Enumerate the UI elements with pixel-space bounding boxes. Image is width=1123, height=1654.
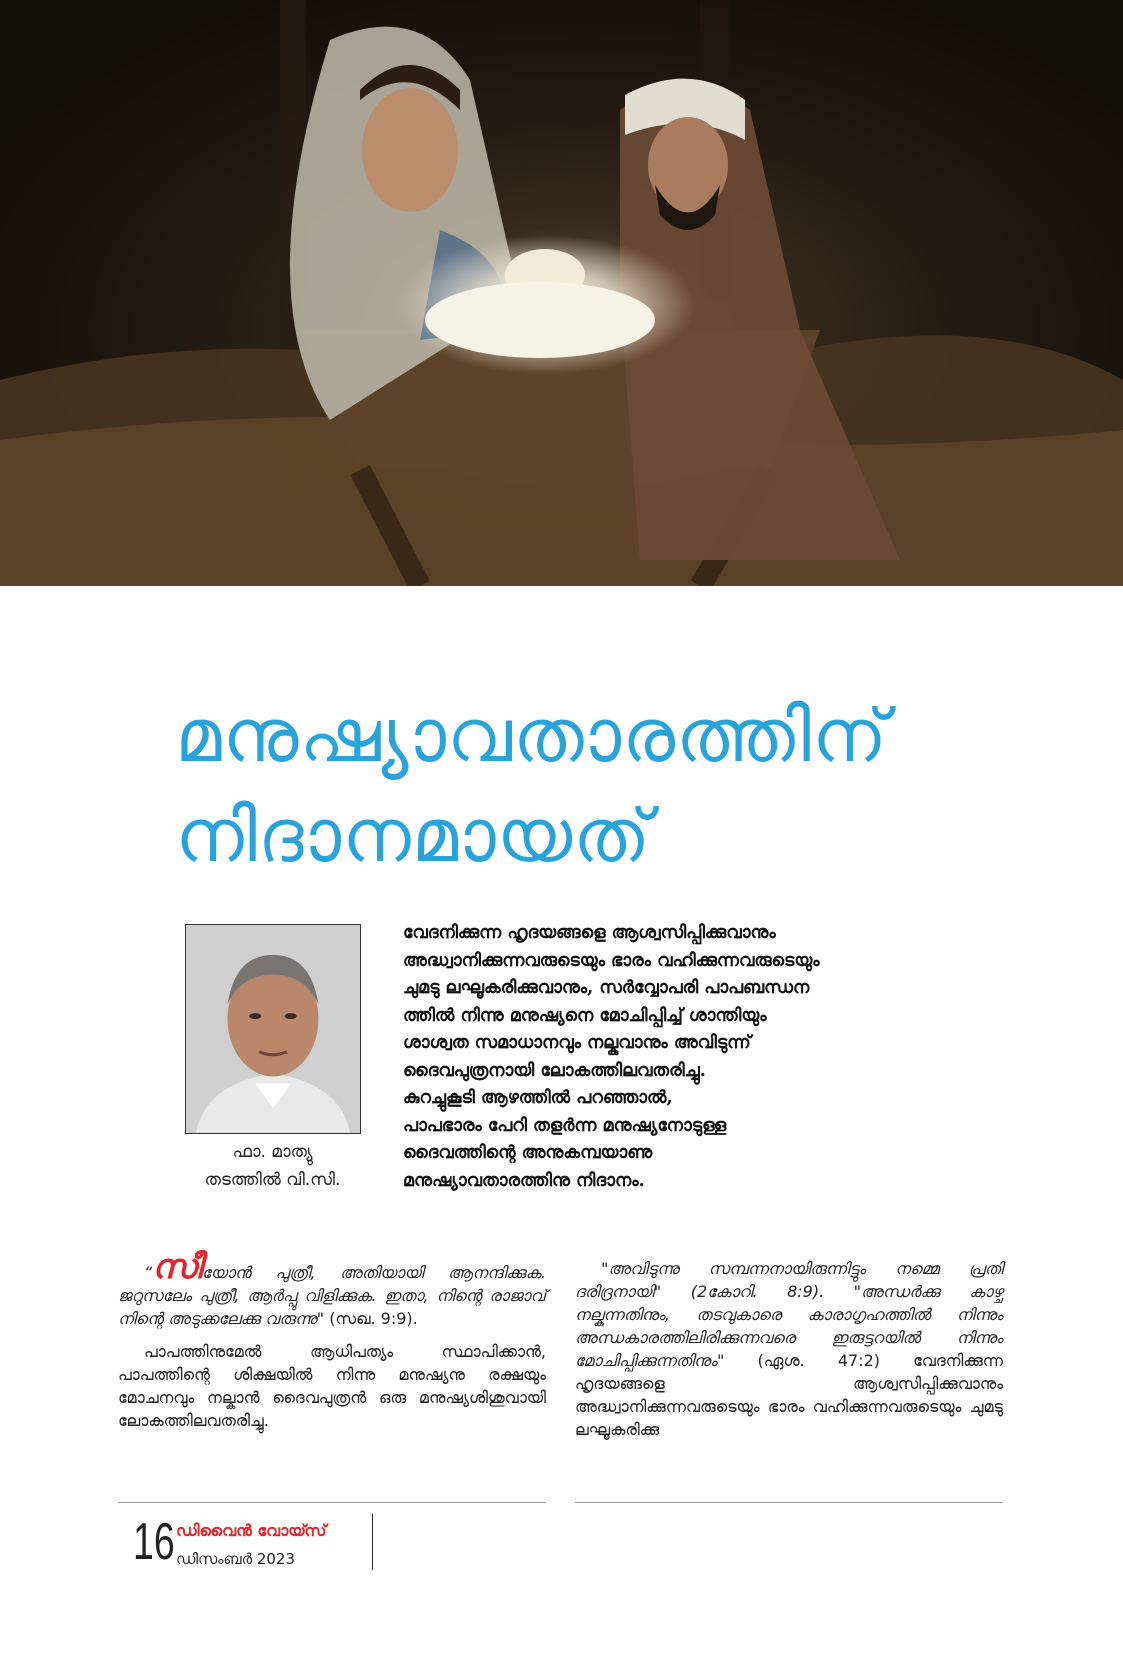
article-title [175, 686, 1075, 886]
intro-line: കുറച്ചുകൂടി ആഴത്തിൽ പറഞ്ഞാൽ, [403, 1088, 673, 1108]
author-portrait-illustration [186, 925, 360, 1133]
body-paragraph-text: പാപത്തിനുമേൽ ആധിപത്യം സ്ഥാപിക്കാൻ, പാപത്തിന്റെ ശിക്ഷയിൽ നിന്നു മനുഷ്യനു രക്ഷയും മോചനവും നല്കാൻ ദൈവപുത്രൻ ഒരു മനുഷ്യശിശുവായി ലോകത്തിലവതരിച്ചു. [118, 1342, 546, 1430]
drop-cap: സീ [152, 1247, 202, 1287]
body-column-left [118, 1247, 546, 1442]
magazine-name: ഡിവൈൻ വോയ്സ് [176, 1521, 327, 1540]
intro-line: ചുമടു ലഘൂകരിക്കുവാനും, സർവ്വോപരി പാപബന്ധന [403, 978, 810, 998]
author-portrait-photo [185, 924, 361, 1134]
intro-line: മനുഷ്യാവതാരത്തിനു നിദാനം. [403, 1170, 645, 1191]
intro-line: ദൈവപുത്രനായി ലോകത്തിലവതരിച്ചു. [403, 1060, 706, 1081]
nativity-scene-photo [0, 0, 1123, 586]
author-name-line-1: ഫാ. മാത്യു [232, 1142, 313, 1162]
page-number: 16 [133, 1513, 175, 1571]
title-line-1: മനുഷ്യാവതാരത്തിന് [175, 693, 889, 779]
magazine-issue: ഡിസംബർ 2023 [176, 1550, 296, 1568]
intro-line: ദൈവത്തിന്റെ അനുകമ്പയാണു [403, 1143, 653, 1163]
body-paragraph [118, 1340, 546, 1432]
quote-open-mark: “ [144, 1263, 153, 1282]
intro-line: വേദനിക്കുന്ന ഹൃദയങ്ങളെ ആശ്വസിപ്പിക്കുവാനും [403, 923, 776, 943]
scripture-quote-text: "അവിടുന്നു സമ്പന്നനായിരുന്നിട്ടും നമ്മെ പ്രതി ദരിദ്രനായി" (2കോറി. 8:9). "അന്ധർക്കു കാഴ്ച നല്കുന്നതിനും, തടവുകാരെ കാരാഗൃഹത്തിൽ നിന്നും അന്ധകാരത്തിലിരിക്കുന്നവരെ ഇരുട്ടറയിൽ നിന്നും മോചിപ്പിക്കുന്നതിനും" [575, 1259, 1003, 1370]
author-name [170, 1138, 375, 1194]
column-divider-right [575, 1502, 1003, 1503]
opening-quote-paragraph [118, 1247, 546, 1330]
body-paragraph-text: (ഏശ. 47:2) വേദനിക്കുന്ന ഹൃദയങ്ങളെ ആശ്വസിപ്പിക്കുവാനും അദ്ധ്വാനിക്കുന്നവരുടെയും ഭാരം വഹിക്കുന്നവരുടെയും ചുമടു ലഘൂകരിക്കു [575, 1351, 1003, 1439]
opening-quote-text: യോൻ പുത്രീ, അതിയായി ആനന്ദിക്കുക. ജറുസലേം പുത്രീ, ആർപ്പു വിളിക്കുക. ഇതാ, നിന്റെ രാജാവ് നിന്റെ അടുക്കലേക്കു വരുന്നു" [118, 1263, 546, 1328]
column-divider-left [118, 1502, 546, 1503]
nativity-illustration [0, 0, 1123, 586]
body-paragraph [575, 1257, 1003, 1441]
intro-line: അദ്ധ്വാനിക്കുന്നവരുടെയും ഭാരം വഹിക്കുന്നവരുടെയും [403, 950, 820, 971]
intro-line: ത്തിൽ നിന്നു മനുഷ്യനെ മോചിപ്പിച്ച് ശാന്തിയും [403, 1005, 767, 1026]
body-column-right [575, 1257, 1003, 1451]
intro-line: പാപഭാരം പേറി തളർന്ന മനുഷ്യനോടുള്ള [403, 1115, 727, 1136]
opening-quote-reference: (സഖ. 9:9). [324, 1309, 418, 1328]
article-intro [403, 920, 1003, 1195]
title-line-2: നിദാനമായത് [175, 793, 652, 879]
footer-divider [372, 1514, 373, 1570]
author-name-line-2: തടത്തിൽ വി.സി. [204, 1170, 341, 1190]
intro-line: ശാശ്വത സമാധാനവും നല്കുവാനും അവിടുന്ന് [403, 1033, 751, 1053]
